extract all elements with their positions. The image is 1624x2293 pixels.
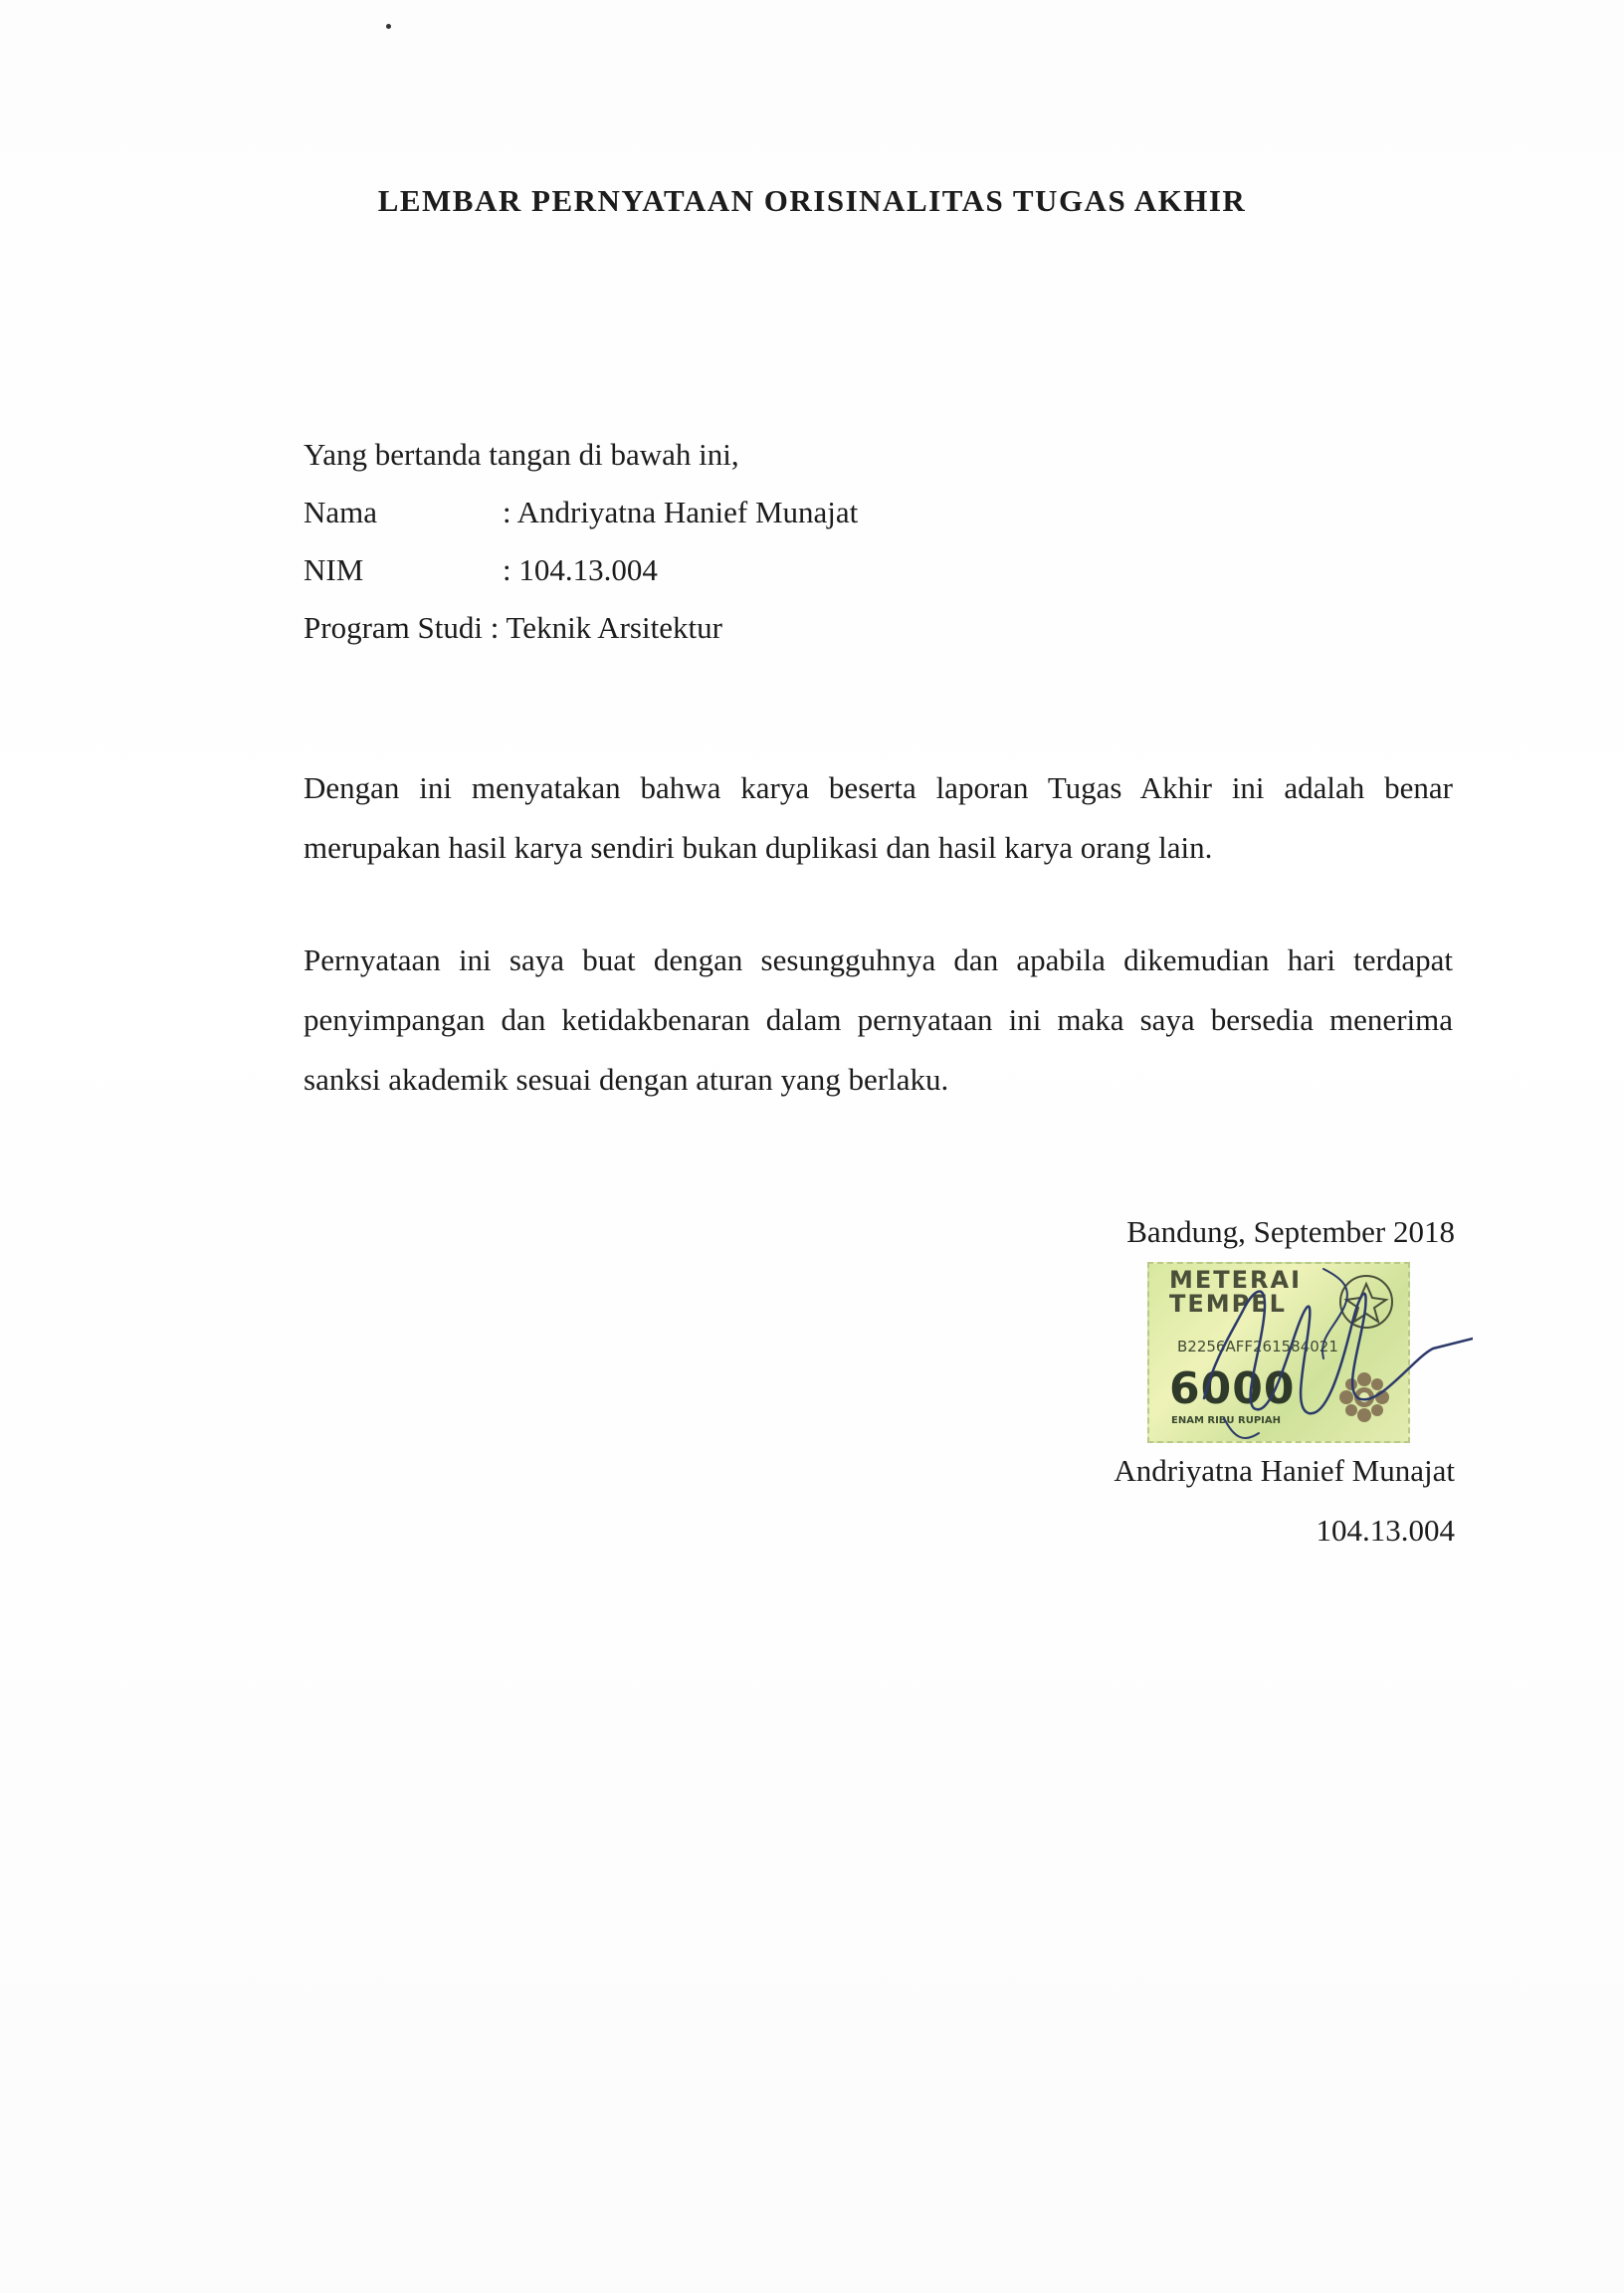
place-date: Bandung, September 2018: [1126, 1214, 1455, 1249]
statement-paragraph-1: Dengan ini menyatakan bahwa karya beserta laporan Tugas Akhir ini adalah benar merupakan hasil karya sendiri bukan duplikasi dan hasil karya orang lain.: [304, 770, 1453, 865]
signer-nim: 104.13.004: [1316, 1513, 1455, 1548]
signer-name: Andriyatna Hanief Munajat: [1114, 1453, 1455, 1488]
stamp-title-line-2: TEMPEL: [1169, 1290, 1287, 1318]
field-value-nama: : Andriyatna Hanief Munajat: [503, 495, 859, 529]
stamp-amount: 6000: [1169, 1363, 1296, 1414]
stamp-title-line-1: METERAI: [1169, 1266, 1303, 1294]
field-label-nama: Nama: [304, 495, 378, 529]
field-label-nim: NIM: [304, 552, 364, 587]
intro-row: [304, 426, 858, 484]
field-row-nama: [304, 484, 858, 541]
field-value-nim: : 104.13.004: [503, 552, 658, 587]
stamp-serial: B2256AFF261584021: [1177, 1338, 1338, 1355]
intro-text: Yang bertanda tangan di bawah ini,: [304, 437, 739, 472]
field-label-program-studi: Program Studi: [304, 610, 483, 645]
identity-block: [304, 426, 858, 657]
field-row-program-studi: [304, 599, 858, 657]
stamp-amount-text: ENAM RIBU RUPIAH: [1171, 1415, 1281, 1426]
field-row-nim: [304, 541, 858, 599]
field-value-program-studi: : Teknik Arsitektur: [482, 610, 722, 645]
paper-speck: [386, 24, 391, 29]
document-title: LEMBAR PERNYATAAN ORISINALITAS TUGAS AKHIR: [377, 183, 1247, 218]
statement-paragraph-2: Pernyataan ini saya buat dengan sesungguhnya dan apabila dikemudian hari terdapat penyimpangan dan ketidakbenaran dalam pernyataan ini maka saya bersedia menerima sanksi akademik sesuai dengan aturan yang berlaku.: [304, 942, 1453, 1097]
handwritten-signature: [1095, 1249, 1473, 1448]
